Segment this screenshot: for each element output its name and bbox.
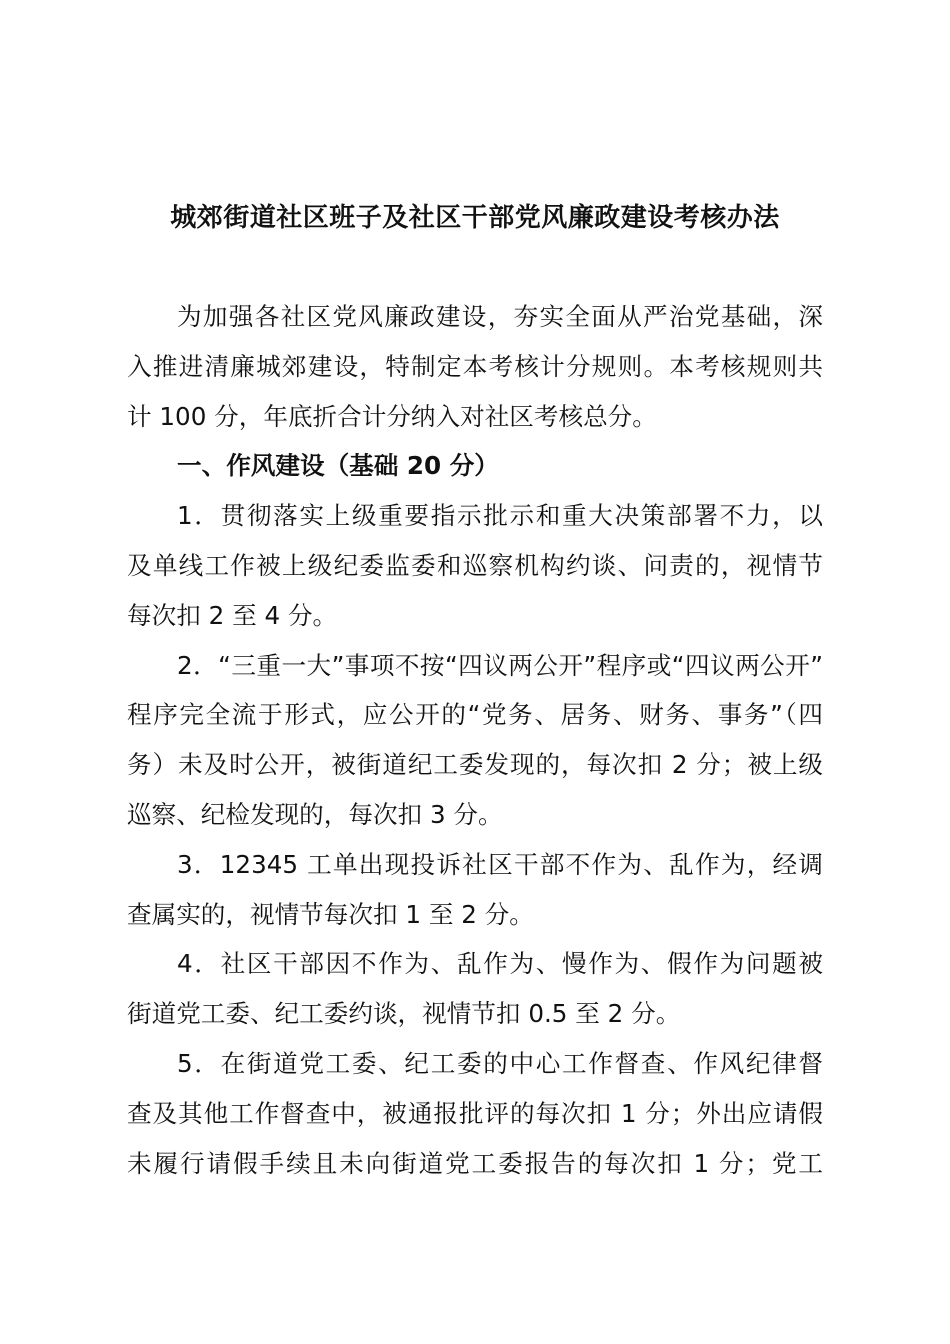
document-title: 城郊街道社区班子及社区干部党风廉政建设考核办法 <box>170 203 780 233</box>
text-line: 5．在街道党工委、纪工委的中心工作督查、作风纪律督 <box>177 1048 823 1078</box>
text-line: 入推进清廉城郊建设，特制定本考核计分规则。本考核规则共 <box>127 351 823 381</box>
text-line: 未履行请假手续且未向街道党工委报告的每次扣 1 分；党工 <box>127 1148 823 1178</box>
text-line: 为加强各社区党风廉政建设，夯实全面从严治党基础，深 <box>177 302 823 331</box>
paragraph <box>127 1039 823 1188</box>
text-line: 查及其他工作督查中，被通报批评的每次扣 1 分；外出应请假 <box>127 1098 823 1128</box>
paragraph <box>127 491 823 640</box>
text-line: 街道党工委、纪工委约谈，视情节扣 0.5 至 2 分。 <box>127 999 681 1029</box>
text-line: 务）未及时公开，被街道纪工委发现的，每次扣 2 分；被上级 <box>127 750 823 780</box>
paragraph <box>127 641 823 840</box>
paragraph <box>127 939 823 1039</box>
text-line: 每次扣 2 至 4 分。 <box>127 600 338 630</box>
text-line: 及单线工作被上级纪委监委和巡察机构约谈、问责的，视情节 <box>127 550 823 580</box>
text-line: 1．贯彻落实上级重要指示批示和重大决策部署不力，以 <box>177 501 823 531</box>
text-line: 巡察、纪检发现的，每次扣 3 分。 <box>127 799 503 829</box>
text-line: 查属实的，视情节每次扣 1 至 2 分。 <box>127 899 534 929</box>
text-line: 4．社区干部因不作为、乱作为、慢作为、假作为问题被 <box>177 949 823 979</box>
paragraph <box>127 840 823 940</box>
text-line: 程序完全流于形式，应公开的“党务、居务、财务、事务”（四 <box>127 700 823 730</box>
text-line: 一、作风建设（基础 20 分） <box>177 451 499 481</box>
document-body <box>127 292 823 1188</box>
text-line: 3．12345 工单出现投诉社区干部不作为、乱作为，经调 <box>177 849 823 879</box>
text-line: 2．“三重一大”事项不按“四议两公开”程序或“四议两公开” <box>177 650 823 680</box>
text-line: 计 100 分，年底折合计分纳入对社区考核总分。 <box>127 401 657 431</box>
paragraph <box>127 292 823 441</box>
section-heading <box>127 441 823 491</box>
